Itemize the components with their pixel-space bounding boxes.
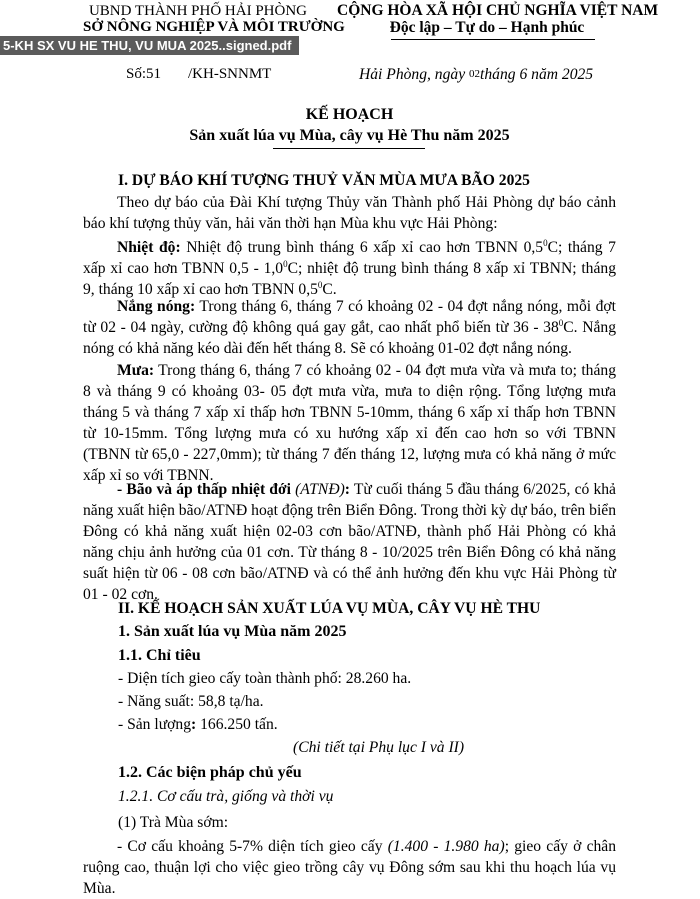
heat-text-b: C. Nắng nóng có khả năng kéo dài đến hết tháng 8. Sẽ có khoảng 01-02 đợt nắng nóng. bbox=[83, 319, 616, 357]
temperature-text-d: C. bbox=[322, 281, 337, 298]
title-underline bbox=[273, 148, 425, 149]
temperature-text-a: Nhiệt độ trung bình tháng 6 xấp xỉ cao hơn TBNN 0,5 bbox=[180, 239, 544, 256]
early-text-a: - Cơ cấu khoảng 5-7% diện tích gieo cấy bbox=[117, 838, 388, 855]
country-motto: Độc lập – Tự do – Hạnh phúc bbox=[389, 19, 585, 36]
storm-label: - Bão và áp thấp nhiệt đới bbox=[117, 481, 291, 498]
temperature-label: Nhiệt độ: bbox=[117, 239, 181, 256]
doc-title: KẾ HOẠCH bbox=[305, 106, 394, 123]
date-prefix: Hải Phòng, ngày bbox=[359, 66, 466, 83]
date-day: 02 bbox=[469, 68, 481, 80]
org-name-line2: SỞ NÔNG NGHIỆP VÀ MÔI TRƯỜNG bbox=[83, 19, 345, 35]
motto-underline bbox=[391, 39, 595, 40]
target-area: - Diện tích gieo cấy toàn thành phố: 28.260 ha. bbox=[118, 670, 412, 687]
yield-value: 58,8 bbox=[198, 693, 226, 710]
early-crop-title: (1) Trà Mùa sớm: bbox=[118, 814, 229, 831]
section2-sub121: 1.2.1. Cơ cấu trà, giống và thời vụ bbox=[118, 788, 334, 805]
heat-text-a: Trong tháng 6, tháng 7 có khoảng 02 - 04 đợt nắng nóng, mỗi đợt từ 02 - 04 ngày, cường độ không quá gay gắt, cao nhất phổ biến từ 36 - 38 bbox=[83, 298, 616, 336]
heat-paragraph bbox=[83, 296, 616, 359]
section2-heading: II. KẾ HOẠCH SẢN XUẤT LÚA VỤ MÙA, CÂY VỤ HÈ THU bbox=[118, 600, 541, 617]
section2-sub11: 1.1. Chỉ tiêu bbox=[118, 647, 201, 664]
doc-date bbox=[359, 64, 593, 85]
storm-colon: : bbox=[344, 481, 350, 498]
section1-heading: I. DỰ BÁO KHÍ TƯỢNG THUỶ VĂN MÙA MƯA BÃO 2025 bbox=[118, 172, 530, 189]
degree-sup: 0 bbox=[317, 280, 323, 290]
doc-subtitle: Sản xuất lúa vụ Mùa, cây vụ Hè Thu năm 2025 bbox=[189, 127, 510, 144]
storm-abbr: (ATNĐ) bbox=[295, 481, 345, 498]
temperature-text-c: C; nhiệt độ trung bình tháng 8 xấp xỉ TBNN; tháng 9, tháng 10 xấp xỉ cao hơn TBNN 0,5 bbox=[83, 260, 616, 298]
doc-code: /KH-SNNMT bbox=[188, 66, 272, 82]
doc-number: Số:51 bbox=[126, 66, 162, 82]
section2-sub12: 1.2. Các biện pháp chủ yếu bbox=[118, 764, 302, 781]
country-name: CỘNG HÒA XÃ HỘI CHỦ NGHĨA VIỆT NAM bbox=[337, 2, 659, 19]
temperature-paragraph bbox=[83, 237, 616, 300]
appendix-note: (Chi tiết tại Phụ lục I và II) bbox=[293, 739, 465, 756]
output-colon: : bbox=[191, 716, 197, 733]
degree-sup: 0 bbox=[543, 238, 548, 248]
pdf-filename-tab[interactable]: 5-KH SX VU HE THU, VU MUA 2025..signed.pdf bbox=[0, 36, 299, 55]
section1-intro: Theo dự báo của Đài Khí tượng Thủy văn Thành phố Hải Phòng dự báo cảnh báo khí tượng thủy văn, hải văn thời hạn Mùa khu vực Hải Phòng: bbox=[83, 194, 616, 232]
date-suffix: tháng 6 năm 2025 bbox=[480, 66, 594, 83]
degree-sup: 0 bbox=[558, 318, 564, 328]
heat-label: Nắng nóng: bbox=[117, 298, 196, 315]
degree-sup: 0 bbox=[283, 259, 288, 269]
storm-paragraph bbox=[83, 479, 616, 605]
target-yield bbox=[118, 691, 264, 712]
output-label: - Sản lượng bbox=[118, 716, 192, 733]
early-crop-paragraph bbox=[83, 836, 616, 899]
rain-paragraph bbox=[83, 360, 616, 486]
storm-text: Từ cuối tháng 5 đầu tháng 6/2025, có khả năng xuất hiện bão/ATNĐ hoạt động trên Biển Đông. Trong thời kỳ dự báo, trên biển Đông có khả năng xuất hiện 02-03 cơn bão/ATNĐ, thành phố Hải Phòng có khả năng chịu ảnh hưởng của 01 cơn. Từ tháng 8 - 10/2025 trên Biển Đông có khả năng suất hiện từ 06 - 08 cơn bão/ATNĐ và có thể ảnh hưởng đến khu vực Hải Phòng từ 01 - 02 cơn. bbox=[83, 481, 616, 603]
temperature-text-b: C; tháng 7 xấp xỉ cao hơn TBNN 0,5 - 1,0 bbox=[83, 239, 616, 277]
org-name-line1: UBND THÀNH PHỐ HẢI PHÒNG bbox=[88, 3, 308, 19]
early-text-b: ; gieo cấy ở chân ruộng cao, thuận lợi cho việc gieo trồng cây vụ Đông sớm sau khi thu hoạch lúa vụ Mùa. bbox=[83, 838, 617, 897]
rain-label: Mưa: bbox=[117, 362, 155, 379]
yield-unit: tạ/ha. bbox=[225, 693, 264, 710]
rain-text: Trong tháng 6, tháng 7 có khoảng 02 - 04 đợt mưa vừa và mưa to; tháng 8 và tháng 9 có khoảng 03- 05 đợt mưa vừa, mưa to diện rộng. Tổng lượng mưa tháng 5 và tháng 7 xấp xỉ thấp hơn TBNN 5-10mm, tháng 6 xấp xỉ thấp hơn TBNN từ 10-15mm. Tổng lượng mưa có xu hướng xấp xỉ đến cao hơn so với TBNN (TBNN từ 65,0 - 227,0mm); từ tháng 7 đến tháng 12, lượng mưa có khả năng ở mức xấp xỉ so với TBNN. bbox=[83, 362, 616, 484]
yield-label: - Năng suất: bbox=[118, 693, 199, 710]
output-value: 166.250 tấn. bbox=[196, 716, 278, 733]
early-range: (1.400 - 1.980 ha) bbox=[387, 838, 505, 855]
section2-sub1: 1. Sản xuất lúa vụ Mùa năm 2025 bbox=[118, 623, 347, 640]
target-output bbox=[118, 714, 278, 735]
